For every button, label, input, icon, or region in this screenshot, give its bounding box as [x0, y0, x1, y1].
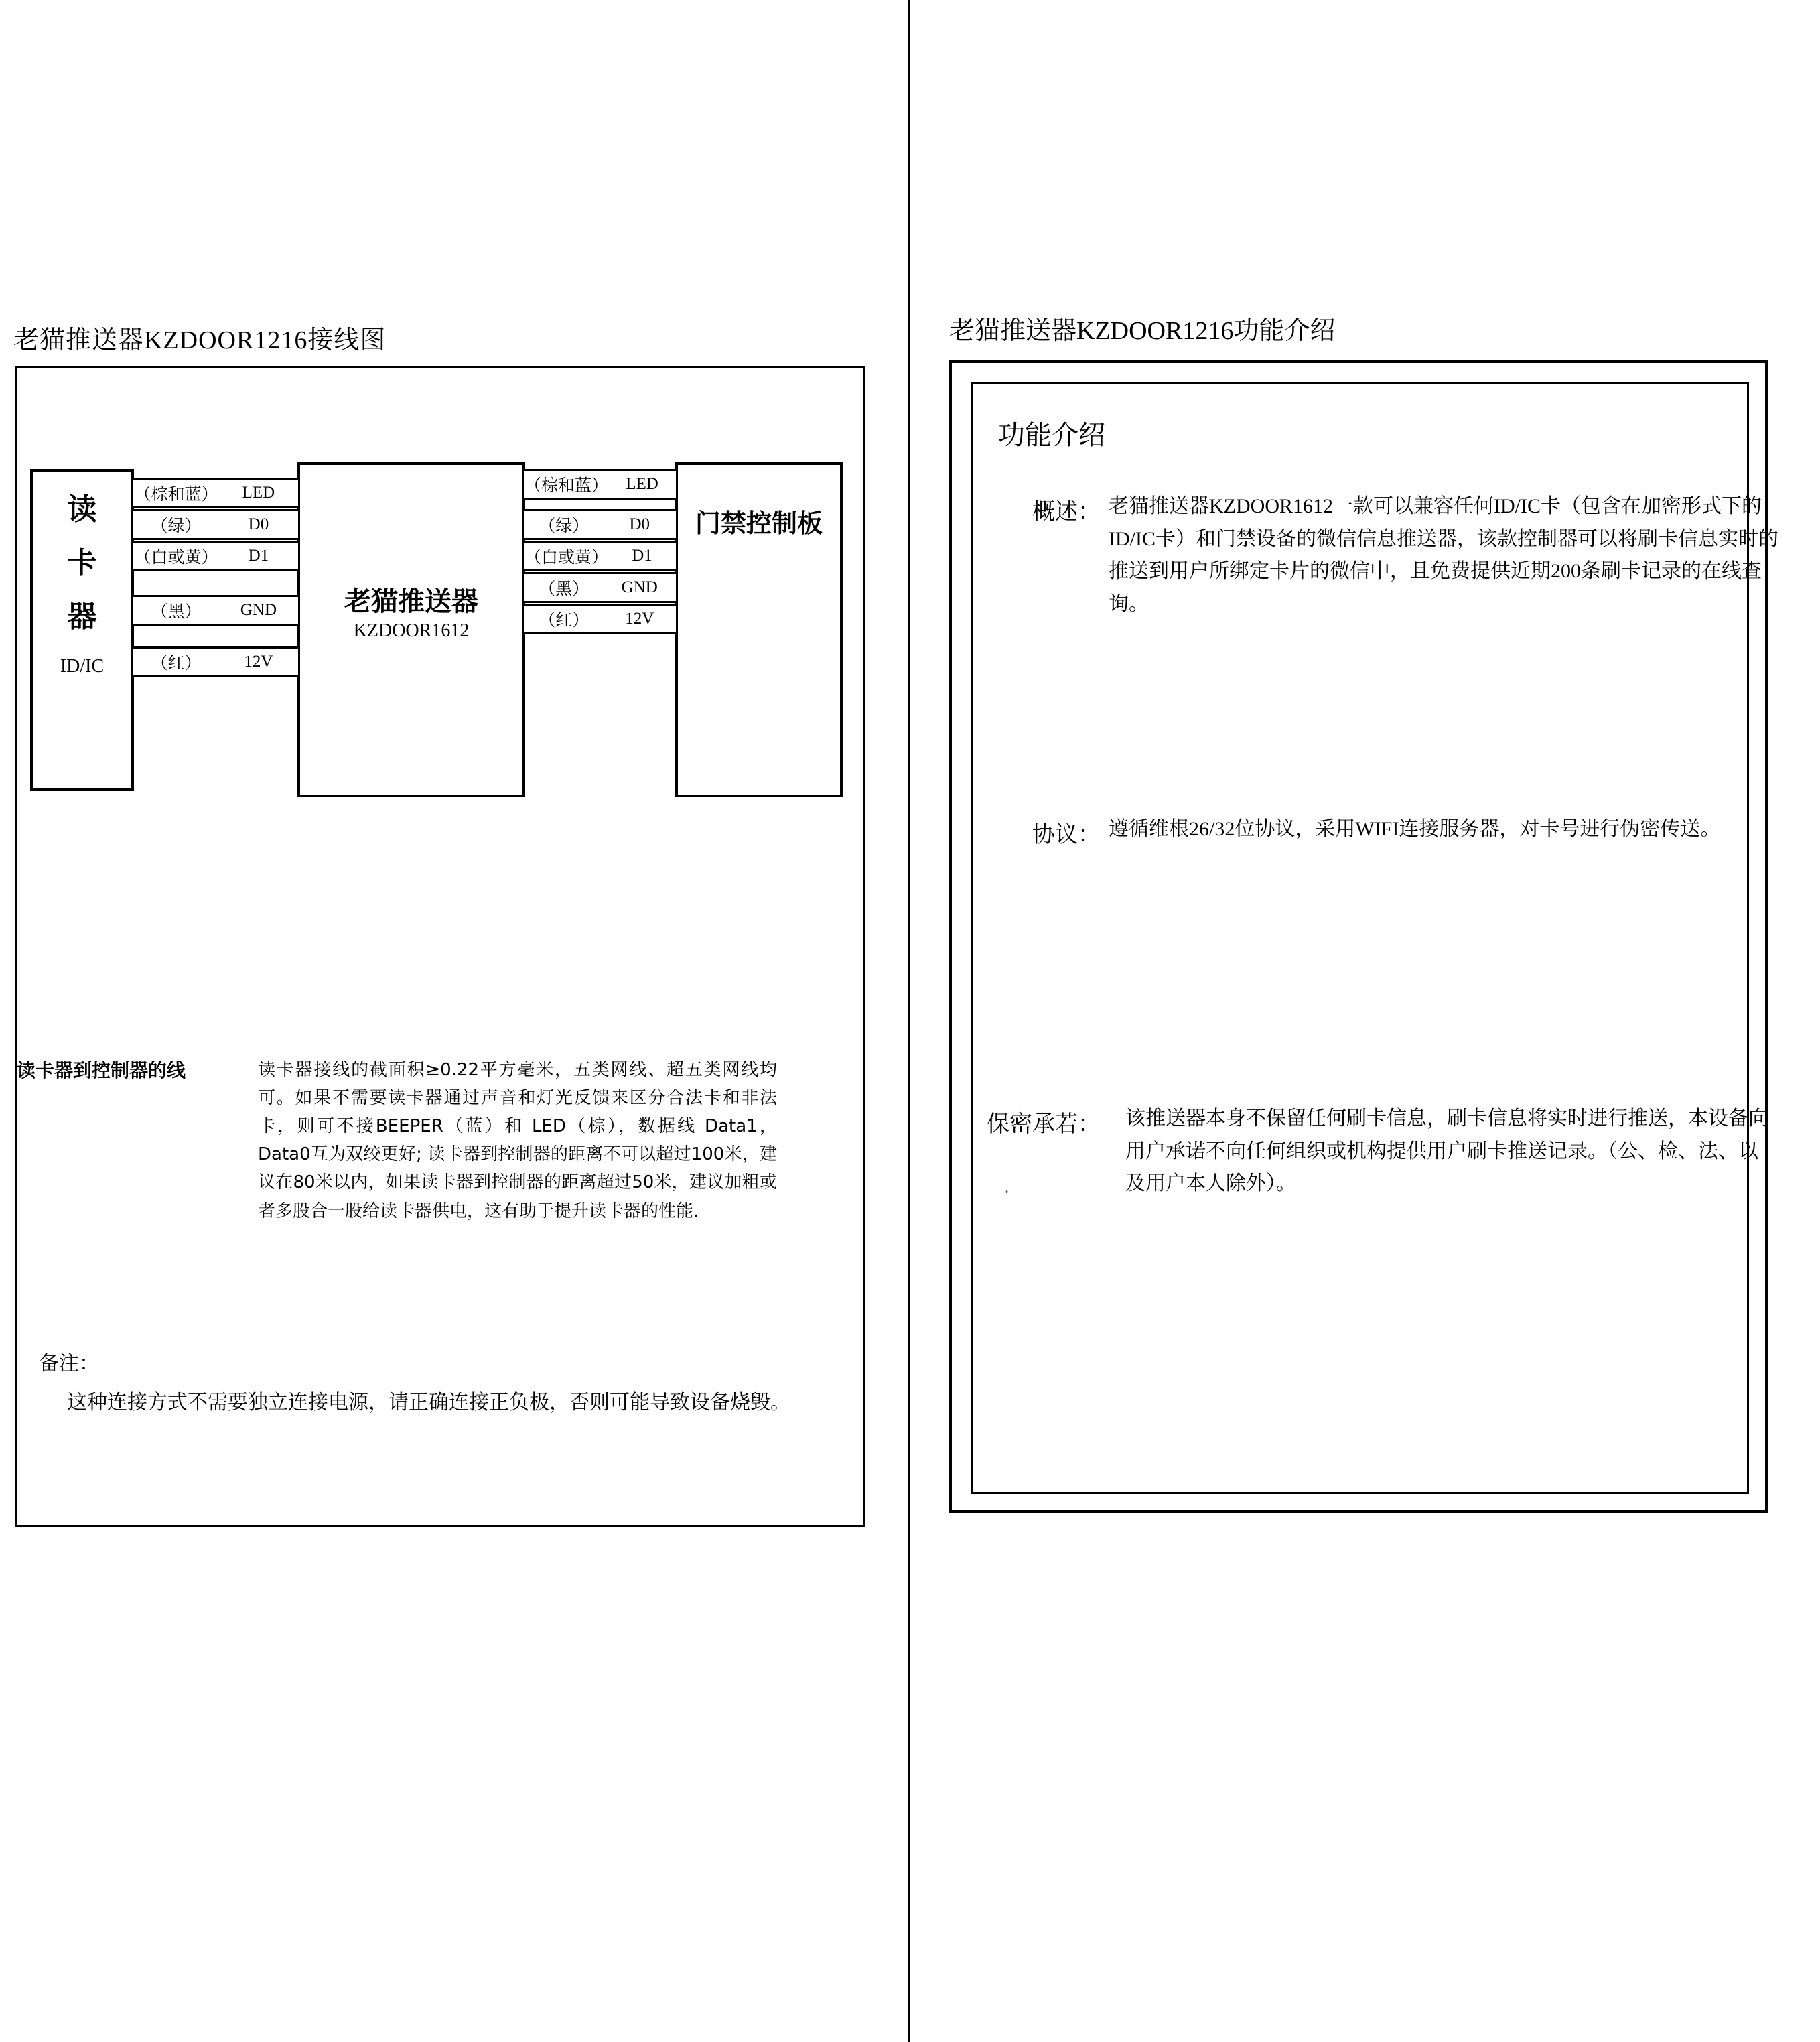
- wire-color: （黑）: [539, 580, 589, 598]
- card-reader-subtitle: ID/IC: [60, 656, 104, 677]
- table-row: [131, 595, 300, 626]
- table-row: [522, 469, 678, 500]
- pusher-device-model: KZDOOR1612: [353, 620, 470, 641]
- wire-color: （白或黄）: [524, 549, 609, 567]
- table-row: [522, 541, 678, 571]
- wire-signal: D0: [248, 515, 269, 533]
- wire-color: （棕和蓝）: [524, 477, 609, 495]
- overview-body: 老猫推送器KZDOOR1612一款可以兼容任何ID/IC卡（包含在加密形式下的ID/IC卡）和门禁设备的微信信息推送器，该款控制器可以将刷卡信息实时的推送到用户所绑定卡片的微信中，且免费提供近期200条刷卡记录的在线查询。: [1109, 495, 1778, 615]
- wire-signal: LED: [626, 475, 658, 493]
- access-controller-name: 门禁控制板: [695, 510, 823, 538]
- wire-color: （棕和蓝）: [134, 486, 218, 504]
- table-row: [131, 541, 300, 571]
- wire-signal: 12V: [244, 653, 273, 671]
- table-row: [522, 509, 678, 540]
- wire-signal: D0: [629, 515, 650, 533]
- features-section-heading: 功能介绍: [998, 420, 1105, 450]
- right-page-title: 老猫推送器KZDOOR1216功能介绍: [949, 317, 1336, 345]
- wire-signal: GND: [240, 601, 277, 619]
- protocol-label: 协议：: [1032, 823, 1101, 847]
- left-page-title: 老猫推送器KZDOOR1216接线图: [13, 326, 387, 354]
- wire-signal: LED: [242, 484, 275, 502]
- table-row: [522, 604, 678, 634]
- remark-label: 备注：: [39, 1353, 99, 1375]
- wire-color: （黑）: [151, 603, 202, 621]
- pusher-device-name: 老猫推送器: [344, 586, 478, 616]
- pusher-device-box: [297, 462, 525, 797]
- table-row: [522, 572, 678, 603]
- table-row: [131, 509, 300, 540]
- wiring-note-title: 读卡器到控制器的线: [17, 1059, 186, 1081]
- wire-color: （白或黄）: [134, 549, 218, 567]
- wire-color: （绿）: [151, 517, 202, 535]
- wire-color: （绿）: [539, 517, 589, 535]
- overview-label: 概述：: [1032, 500, 1101, 525]
- right-page: [908, 0, 1820, 2042]
- wire-signal: GND: [621, 578, 658, 596]
- card-reader-box: [30, 469, 134, 791]
- left-page: [0, 0, 908, 2042]
- protocol-body: 遵循维根26/32位协议，采用WIFI连接服务器，对卡号进行伪密传送。: [1109, 818, 1721, 840]
- table-row: [131, 478, 300, 508]
- wire-signal: 12V: [625, 610, 654, 628]
- card-reader-char-1: 读: [67, 493, 97, 526]
- wiring-note-body: 读卡器接线的截面积≥0.22平方毫米，五类网线、超五类网线均可。如果不需要读卡器通过声音和灯光反馈来区分合法卡和非法卡，则可不接BEEPER（蓝）和 LED（棕），数据线 Data1，Data0互为双绞更好; 读卡器到控制器的距离不可以超过100米，建议在80米以内，如果读卡器到控制器的距离超过50米，建议加粗或者多股合一股给读卡器供电，这有助于提升读卡器的性能.: [258, 1060, 777, 1221]
- wire-signal: D1: [632, 547, 652, 565]
- secrecy-body: 该推送器本身不保留任何刷卡信息，刷卡信息将实时进行推送，本设备向用户承诺不向任何组织或机构提供用户刷卡推送记录。（公、检、法、以及用户本人除外）。: [1125, 1107, 1768, 1195]
- card-reader-char-3: 器: [67, 600, 97, 633]
- access-controller-box: [675, 462, 843, 797]
- card-reader-char-2: 卡: [67, 547, 97, 580]
- wire-color: （红）: [151, 655, 202, 673]
- stray-dot-mark: .: [1005, 1179, 1009, 1197]
- remark-body: 这种连接方式不需要独立连接电源，请正确连接正负极，否则可能导致设备烧毁。: [67, 1391, 790, 1414]
- wire-signal: D1: [248, 547, 269, 565]
- table-row: [131, 646, 300, 677]
- secrecy-label: 保密承若：: [987, 1112, 1101, 1137]
- wire-color: （红）: [539, 612, 589, 630]
